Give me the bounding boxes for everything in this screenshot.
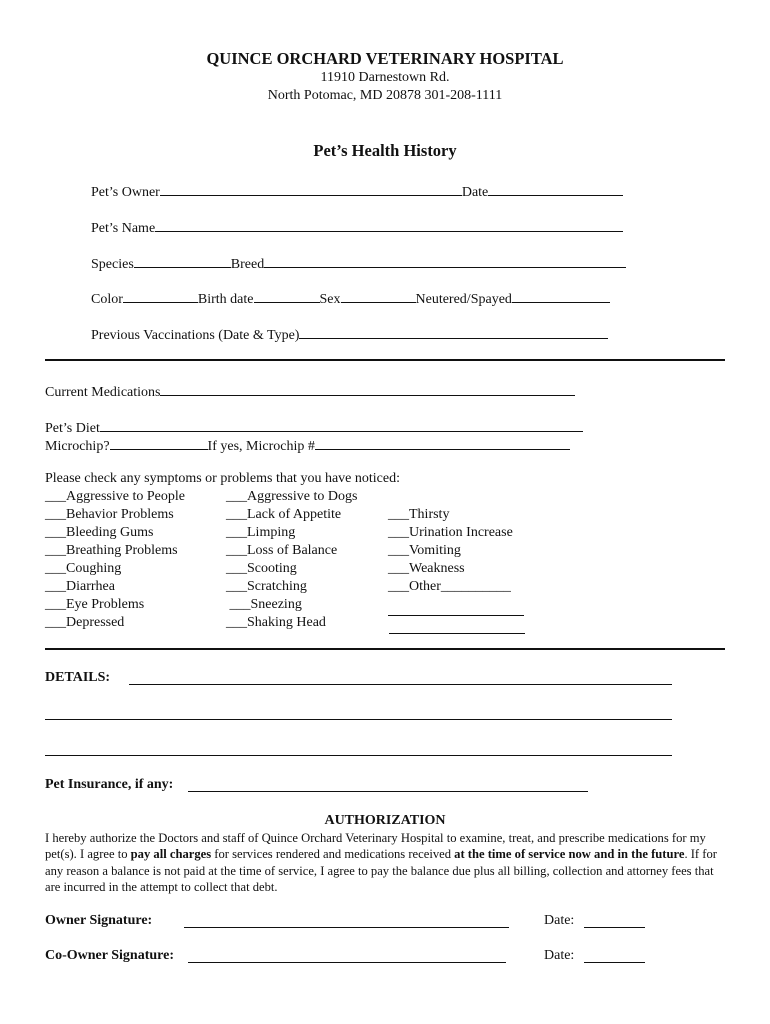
authorization-text — [45, 830, 725, 895]
symptoms-column-2 — [226, 489, 357, 633]
species-label: Species — [91, 257, 134, 272]
symptom-option[interactable]: ___Aggressive to People — [45, 489, 185, 504]
date-field[interactable] — [488, 182, 623, 196]
species-row — [91, 254, 626, 273]
details-line-2[interactable] — [45, 719, 672, 720]
symptom-option[interactable]: ___Depressed — [45, 615, 125, 630]
symptom-extra-row — [388, 615, 525, 633]
pet-name-field[interactable] — [155, 218, 623, 232]
owner-row — [91, 182, 623, 201]
symptoms-column-3 — [388, 507, 525, 633]
symptom-option[interactable]: ___Lack of Appetite — [226, 507, 342, 522]
symptom-option[interactable]: ___Thirsty — [388, 507, 450, 522]
color-row — [91, 289, 610, 308]
coowner-signature-field[interactable] — [188, 962, 506, 963]
diet-field[interactable] — [100, 418, 583, 432]
owner-signature-label: Owner Signature: — [45, 913, 153, 928]
other-symptom-field-2[interactable] — [389, 615, 525, 634]
section-divider — [45, 359, 725, 361]
symptom-option[interactable]: ___Limping — [226, 525, 296, 540]
authorization-text-part: for services rendered and medications received — [211, 847, 455, 862]
authorization-text-part: I hereby authorize the Doctors and staff of Quince Orchard Veterinary Hospital to examine, treat, and prescribe medications for my pet(s). I agree to — [45, 831, 706, 862]
owner-date-label: Date: — [544, 913, 575, 928]
owner-field[interactable] — [160, 182, 462, 196]
microchip-number-field[interactable] — [315, 436, 570, 450]
details-line-1[interactable] — [129, 684, 672, 685]
microchip-label: Microchip? — [45, 439, 110, 454]
medications-row — [45, 382, 575, 401]
medications-field[interactable] — [160, 382, 575, 396]
species-field[interactable] — [134, 254, 231, 268]
microchip-number-label: If yes, Microchip # — [207, 439, 315, 454]
sex-label: Sex — [319, 292, 341, 307]
vaccinations-field[interactable] — [299, 325, 608, 339]
microchip-field[interactable] — [110, 436, 208, 450]
date-label: Date — [461, 185, 489, 200]
symptom-option[interactable]: ___Other__________ — [388, 579, 511, 594]
symptom-option[interactable]: ___Eye Problems — [45, 597, 145, 612]
symptom-option[interactable]: ___Vomiting — [388, 543, 461, 558]
section-divider — [45, 648, 725, 650]
other-symptom-field-1[interactable] — [388, 597, 524, 616]
vaccinations-row — [91, 325, 608, 344]
authorization-heading: AUTHORIZATION — [324, 813, 446, 828]
symptom-option[interactable]: ___Scratching — [226, 579, 307, 594]
coowner-date-field[interactable] — [584, 962, 645, 963]
symptom-extra-row — [388, 597, 525, 615]
neutered-label: Neutered/Spayed — [415, 292, 512, 307]
color-field[interactable] — [123, 289, 198, 303]
symptom-option[interactable]: ___Shaking Head — [226, 615, 326, 630]
symptom-option[interactable]: ___Sneezing — [226, 597, 302, 612]
coowner-signature-label: Co-Owner Signature: — [45, 948, 174, 963]
symptom-option[interactable]: ___Scooting — [226, 561, 297, 576]
color-label: Color — [91, 292, 123, 307]
birth-date-field[interactable] — [254, 289, 320, 303]
owner-label: Pet’s Owner — [91, 185, 160, 200]
symptom-option[interactable]: ___Weakness — [388, 561, 465, 576]
owner-date-field[interactable] — [584, 927, 645, 928]
symptom-option[interactable]: ___Loss of Balance — [226, 543, 338, 558]
insurance-label: Pet Insurance, if any: — [45, 777, 174, 792]
pet-name-label: Pet’s Name — [91, 221, 156, 236]
symptom-option[interactable]: ___Breathing Problems — [45, 543, 178, 558]
form-title: Pet’s Health History — [313, 141, 457, 160]
hospital-address-line2: North Potomac, MD 20878 301-208-1111 — [267, 88, 503, 103]
breed-field[interactable] — [264, 254, 626, 268]
symptom-option[interactable]: ___Aggressive to Dogs — [226, 489, 358, 504]
details-label: DETAILS: — [45, 670, 111, 685]
hospital-address-line1: 11910 Darnestown Rd. — [320, 70, 450, 85]
sex-field[interactable] — [341, 289, 416, 303]
medications-label: Current Medications — [45, 385, 161, 400]
pet-name-row — [91, 218, 623, 237]
symptom-option[interactable]: ___Coughing — [45, 561, 122, 576]
symptoms-column-1 — [45, 489, 185, 633]
symptom-option[interactable]: ___Diarrhea — [45, 579, 115, 594]
neutered-field[interactable] — [512, 289, 610, 303]
vaccinations-label: Previous Vaccinations (Date & Type) — [91, 328, 300, 343]
diet-row — [45, 418, 583, 437]
authorization-text-part: . If for any reason a balance is not paid at the time of service, I agree to pay the balance due plus all billing, collection and attorney fees that are incurred in the attempt to collect that debt. — [45, 847, 717, 894]
owner-signature-field[interactable] — [184, 927, 509, 928]
diet-label: Pet’s Diet — [45, 421, 100, 436]
coowner-date-label: Date: — [544, 948, 575, 963]
microchip-row — [45, 436, 570, 455]
authorization-bold-part: pay all charges — [130, 847, 212, 862]
symptom-option[interactable]: ___Bleeding Gums — [45, 525, 154, 540]
symptom-option[interactable]: ___Urination Increase — [388, 525, 513, 540]
details-line-3[interactable] — [45, 755, 672, 756]
symptom-option[interactable]: ___Behavior Problems — [45, 507, 174, 522]
insurance-field[interactable] — [188, 791, 588, 792]
breed-label: Breed — [230, 257, 265, 272]
authorization-bold-part: at the time of service now and in the future — [454, 847, 685, 862]
birth-date-label: Birth date — [197, 292, 254, 307]
hospital-name: QUINCE ORCHARD VETERINARY HOSPITAL — [206, 49, 564, 68]
symptoms-intro: Please check any symptoms or problems that you have noticed: — [45, 471, 400, 486]
